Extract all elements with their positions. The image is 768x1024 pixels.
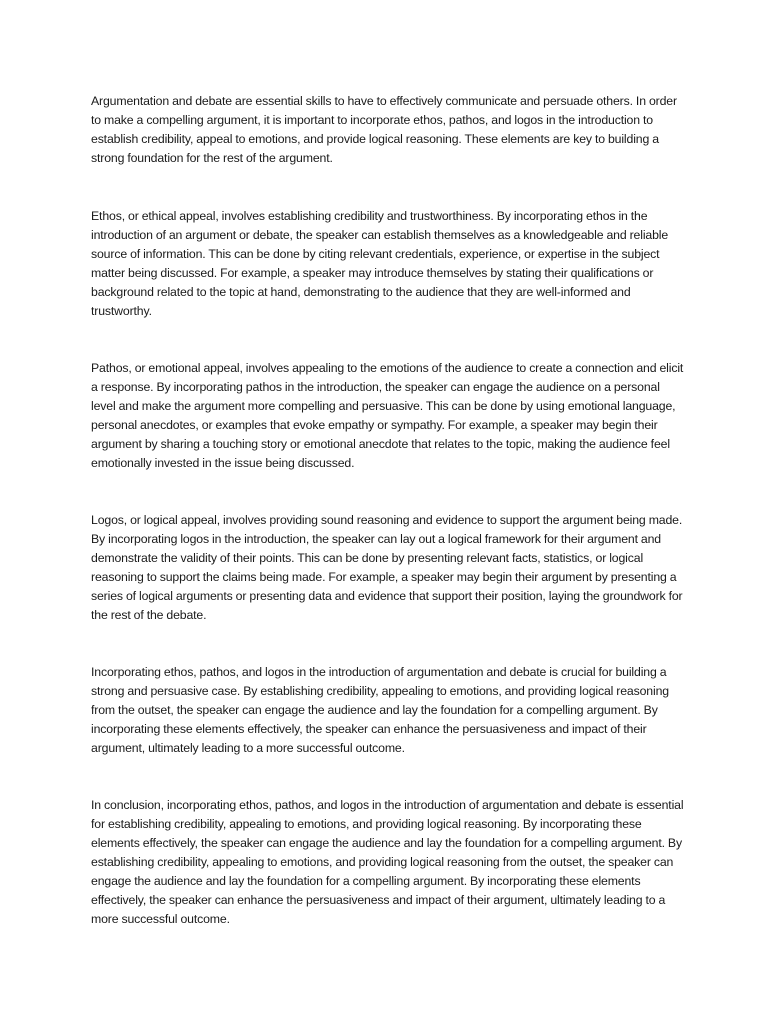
- paragraph-ethos: Ethos, or ethical appeal, involves establishing credibility and trustworthiness. By incorporating ethos in the introduction of an argument or debate, the speaker can establish themselves as a knowledgeable and reliable source of information. This can be done by citing relevant credentials, experience, or expertise in the subject matter being discussed. For example, a speaker may introduce themselves by stating their qualifications or background related to the topic at hand, demonstrating to the audience that they are well-informed and trustworthy.: [91, 209, 669, 318]
- paragraph-conclusion: In conclusion, incorporating ethos, pathos, and logos in the introduction of argumentation and debate is essential for establishing credibility, appealing to emotions, and providing logical reasoning. By incorporating these elements effectively, the speaker can engage the audience and lay the foundation for a compelling argument. By establishing credibility, appealing to emotions, and providing logical reasoning from the outset, the speaker can engage the audience and lay the foundation for a compelling argument. By incorporating these elements effectively, the speaker can enhance the persuasiveness and impact of their argument, ultimately leading to a more successful outcome.: [91, 798, 684, 926]
- paragraph-introduction: Argumentation and debate are essential skills to have to effectively communicate and persuade others. In order to make a compelling argument, it is important to incorporate ethos, pathos, and logos in the introduction to establish credibility, appeal to emotions, and provide logical reasoning. These elements are key to building a strong foundation for the rest of the argument.: [91, 94, 677, 165]
- paragraph-pathos: Pathos, or emotional appeal, involves appealing to the emotions of the audience to create a connection and elicit a response. By incorporating pathos in the introduction, the speaker can engage the audience on a personal level and make the argument more compelling and persuasive. This can be done by using emotional language, personal anecdotes, or examples that evoke empathy or sympathy. For example, a speaker may begin their argument by sharing a touching story or emotional anecdote that relates to the topic, making the audience feel emotionally invested in the issue being discussed.: [91, 361, 684, 470]
- paragraph-synthesis: Incorporating ethos, pathos, and logos in the introduction of argumentation and debate is crucial for building a strong and persuasive case. By establishing credibility, appealing to emotions, and providing logical reasoning from the outset, the speaker can engage the audience and lay the foundation for a compelling argument. By incorporating these elements effectively, the speaker can enhance the persuasiveness and impact of their argument, ultimately leading to a more successful outcome.: [91, 665, 669, 755]
- paragraph-logos: Logos, or logical appeal, involves providing sound reasoning and evidence to support the argument being made. By incorporating logos in the introduction, the speaker can lay out a logical framework for their argument and demonstrate the validity of their points. This can be done by presenting relevant facts, statistics, or logical reasoning to support the claims being made. For example, a speaker may begin their argument by presenting a series of logical arguments or presenting data and evidence that support their position, laying the groundwork for the rest of the debate.: [91, 513, 683, 622]
